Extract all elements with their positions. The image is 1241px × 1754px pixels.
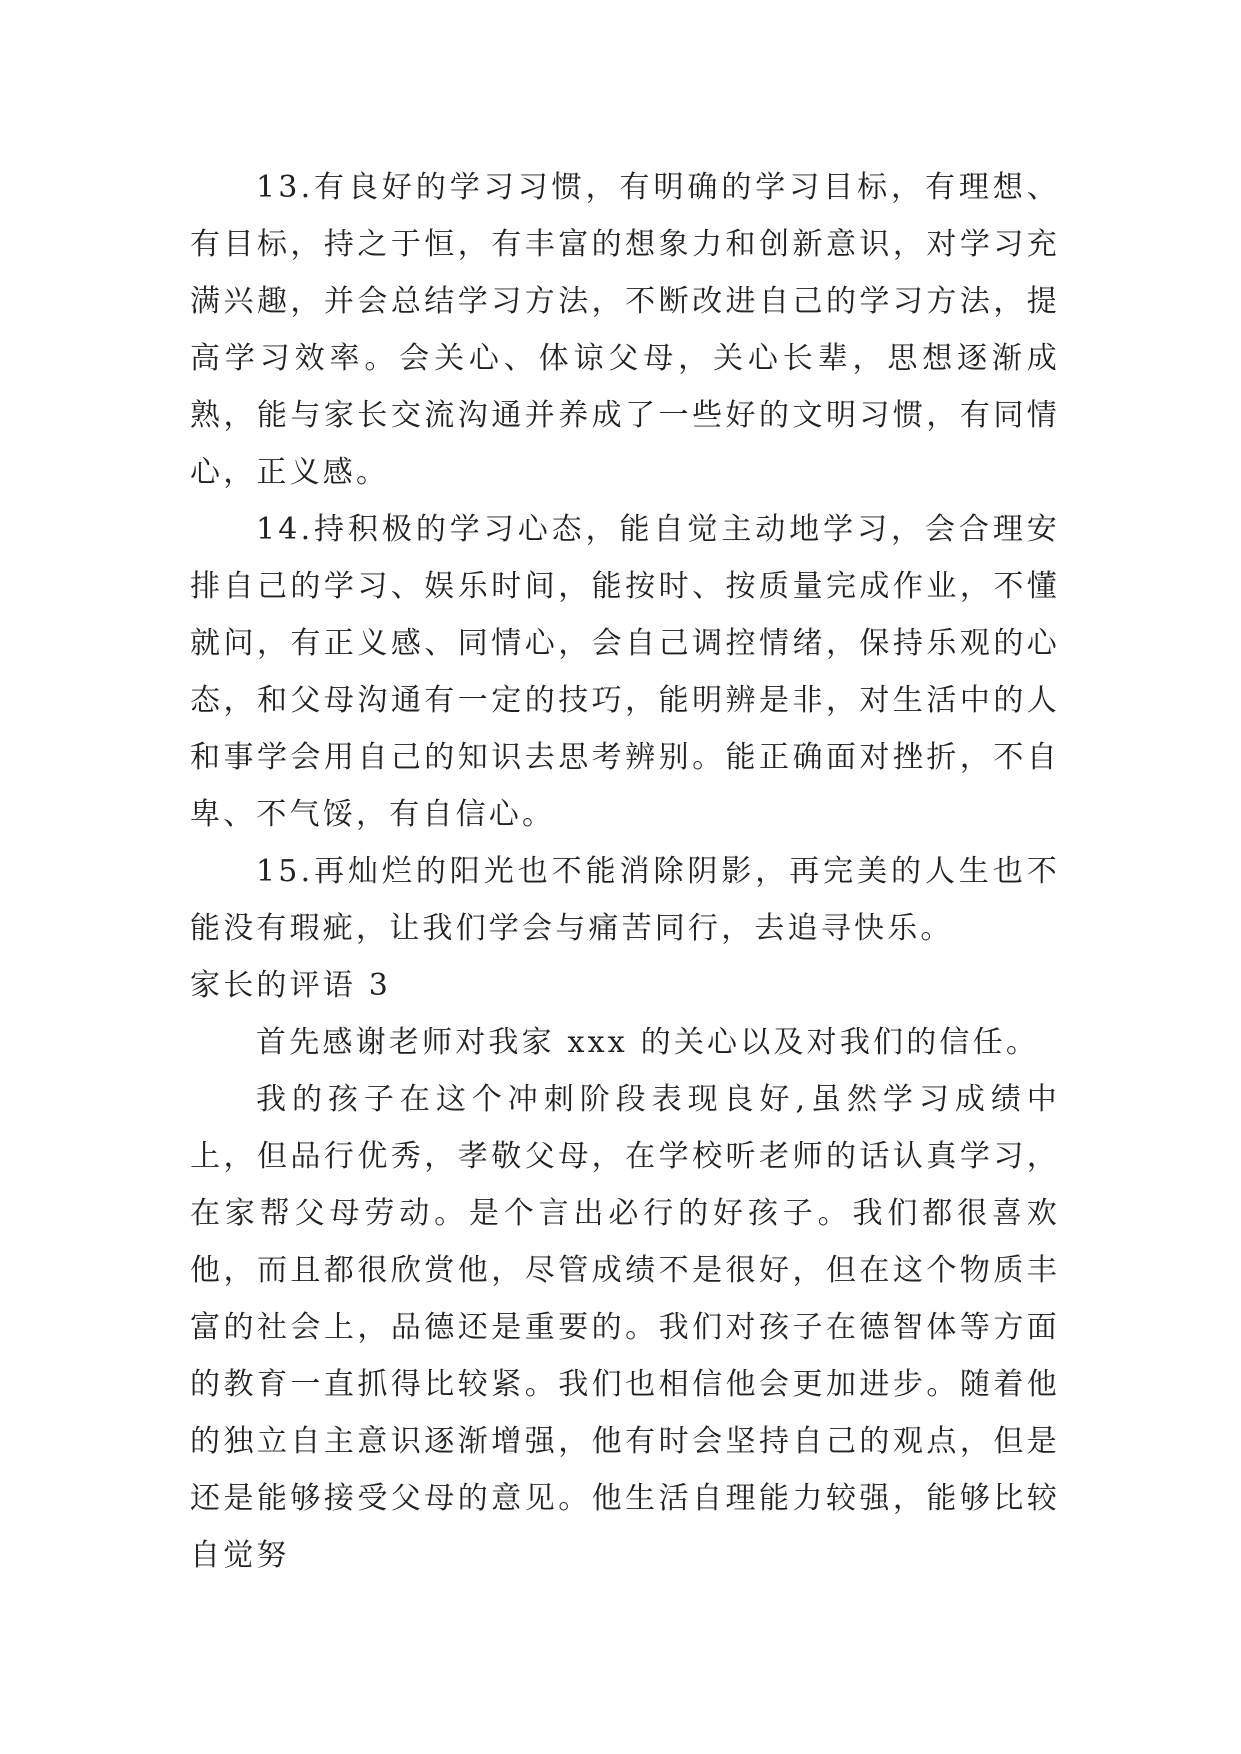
document-body — [190, 159, 1060, 1584]
paragraph-child-performance: 我的孩子在这个冲刺阶段表现良好,虽然学习成绩中上，但品行优秀，孝敬父母，在学校听老师的话认真学习，在家帮父母劳动。是个言出必行的好孩子。我们都很喜欢他，而且都很欣赏他，尽管成绩不是很好，但在这个物质丰富的社会上，品德还是重要的。我们对孩子在德智体等方面的教育一直抓得比较紧。我们也相信他会更加进步。随着他的独立自主意识逐渐增强，他有时会坚持自己的观点，但是还是能够接受父母的意见。他生活自理能力较强，能够比较自觉努 — [190, 1082, 1060, 1573]
paragraph-15: 15.再灿烂的阳光也不能消除阴影，再完美的人生也不能没有瑕疵，让我们学会与痛苦同行，去追寻快乐。 — [190, 854, 1060, 946]
paragraph-13: 13.有良好的学习习惯，有明确的学习目标，有理想、有目标，持之于恒，有丰富的想象力和创新意识，对学习充满兴趣，并会总结学习方法，不断改进自己的学习方法，提高学习效率。会关心、体谅父母，关心长辈，思想逐渐成熟，能与家长交流沟通并养成了一些好的文明习惯，有同情心，正义感。 — [190, 170, 1060, 490]
paragraph-thanks: 首先感谢老师对我家 xxx 的关心以及对我们的信任。 — [256, 1025, 1040, 1060]
section-heading: 家长的评语 3 — [190, 968, 392, 1003]
paragraph-14: 14.持积极的学习心态，能自觉主动地学习，会合理安排自己的学习、娱乐时间，能按时、按质量完成作业，不懂就问，有正义感、同情心，会自己调控情绪，保持乐观的心态，和父母沟通有一定的技巧，能明辨是非，对生活中的人和事学会用自己的知识去思考辨别。能正确面对挫折，不自卑、不气馁，有自信心。 — [190, 512, 1060, 832]
